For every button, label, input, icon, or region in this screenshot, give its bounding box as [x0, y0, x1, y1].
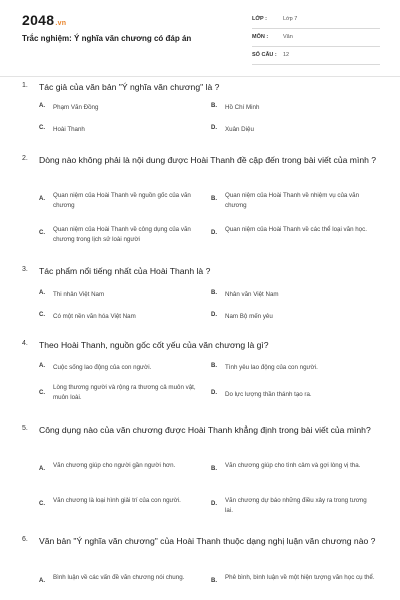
- option-letter: C.: [39, 312, 45, 318]
- question-text: Tác phẩm nổi tiếng nhất của Hoài Thanh là ?: [39, 266, 211, 276]
- option-text: Quan niệm của Hoài Thanh về các thể loại văn học.: [225, 226, 367, 233]
- option-text: Văn chương giúp cho người gần người hơn.: [53, 462, 176, 469]
- option-letter: A.: [39, 578, 45, 584]
- option-letter: B.: [211, 363, 217, 369]
- header-divider: [0, 76, 400, 77]
- meta-row-class: [252, 14, 380, 29]
- option-letter: D.: [211, 312, 217, 318]
- option-letter: D.: [211, 125, 217, 131]
- header: [0, 0, 400, 72]
- meta-value: Lớp 7: [283, 16, 298, 22]
- option-letter: D.: [211, 230, 217, 236]
- option-text: Nam Bộ mến yêu: [225, 313, 273, 320]
- option-text: Văn chương là loại hình giải trí của con người.: [53, 497, 181, 504]
- logo-number: 2048: [22, 12, 55, 28]
- question-text: Theo Hoài Thanh, nguồn gốc cốt yếu của văn chương là gì?: [39, 340, 269, 350]
- option-letter: D.: [211, 390, 217, 396]
- option-letter: A.: [39, 466, 45, 472]
- option-letter: A.: [39, 290, 45, 296]
- option-text: Nhân văn Việt Nam: [225, 291, 279, 298]
- meta-row-count: [252, 50, 380, 65]
- option-text: Quan niệm của Hoài Thanh về nguồn gốc của văn chương: [53, 192, 191, 209]
- option-text: Hoài Thanh: [53, 126, 85, 133]
- option-letter: D.: [211, 501, 217, 507]
- meta-value: 12: [283, 52, 290, 58]
- option-letter: B.: [211, 466, 217, 472]
- option-text: Có một nền văn hóa Việt Nam: [53, 313, 136, 320]
- question-text: Dòng nào không phải là nội dung được Hoài Thanh đề cập đến trong bài viết của mình ?: [39, 155, 377, 165]
- option-text: Quan niệm của Hoài Thanh về nhiệm vụ của văn chương: [225, 192, 360, 209]
- option-letter: B.: [211, 196, 217, 202]
- question-number: 2.: [22, 155, 28, 162]
- option-text: Lòng thương người và rộng ra thương cả muôn vật, muôn loài.: [53, 384, 196, 401]
- meta-row-subject: [252, 32, 380, 47]
- option-letter: C.: [39, 125, 45, 131]
- question-number: 3.: [22, 266, 28, 273]
- question-number: 1.: [22, 82, 28, 89]
- question-number: 4.: [22, 340, 28, 347]
- question-number: 6.: [22, 536, 28, 543]
- option-text: Phê bình, bình luận về một hiện tượng văn học cụ thể.: [225, 574, 375, 581]
- option-text: Cuộc sống lao động của con người.: [53, 364, 152, 371]
- meta-label: MÔN :: [252, 34, 269, 40]
- option-letter: A.: [39, 103, 45, 109]
- logo-suffix: .vn: [55, 20, 67, 27]
- question-text: Tác giả của văn bản "Ý nghĩa văn chương" là ?: [39, 82, 220, 92]
- site-logo[interactable]: [22, 12, 66, 28]
- option-letter: A.: [39, 196, 45, 202]
- option-text: Bình luận về các vấn đề văn chương nói chung.: [53, 574, 185, 581]
- option-text: Văn chương giúp cho tình cảm và gợi lòng vị tha.: [225, 462, 361, 469]
- meta-value: Văn: [283, 34, 293, 40]
- option-letter: C.: [39, 230, 45, 236]
- option-letter: A.: [39, 363, 45, 369]
- option-text: Thi nhân Việt Nam: [53, 291, 105, 298]
- option-text: Tình yêu lao động của con người.: [225, 364, 318, 371]
- option-letter: B.: [211, 578, 217, 584]
- meta-label: SỐ CÂU :: [252, 52, 277, 58]
- option-letter: B.: [211, 290, 217, 296]
- quiz-title: Trắc nghiệm: Ý nghĩa văn chương có đáp án: [22, 34, 192, 43]
- option-letter: C.: [39, 390, 45, 396]
- question-number: 5.: [22, 425, 28, 432]
- meta-label: LỚP :: [252, 16, 267, 22]
- option-text: Xuân Diệu: [225, 126, 254, 133]
- question-text: Công dụng nào của văn chương được Hoài Thanh khẳng định trong bài viết của mình?: [39, 425, 371, 435]
- question-text: Văn bản "Ý nghĩa văn chương" của Hoài Thanh thuộc dạng nghị luận văn chương nào ?: [39, 536, 376, 546]
- option-text: Hồ Chí Minh: [225, 104, 260, 111]
- option-text: Do lực lượng thần thánh tạo ra.: [225, 391, 312, 398]
- option-letter: B.: [211, 103, 217, 109]
- option-text: Phạm Văn Đồng: [53, 104, 99, 111]
- option-letter: C.: [39, 501, 45, 507]
- quiz-meta: [252, 14, 380, 68]
- option-text: Quan niệm của Hoài Thanh về công dụng của văn chương trong lịch sử loài người: [53, 226, 191, 243]
- option-text: Văn chương dự báo những điều xảy ra trong tương lai.: [225, 497, 367, 514]
